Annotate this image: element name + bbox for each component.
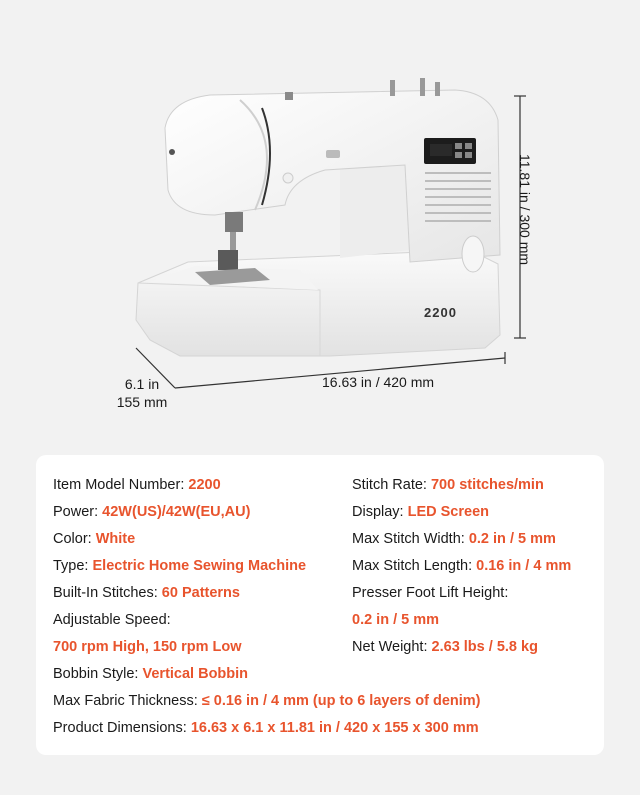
spec-label: Product Dimensions:	[53, 720, 191, 736]
height-dimension: 11.81 in / 300 mm	[517, 154, 533, 266]
spec-label: Stitch Rate:	[352, 477, 431, 493]
spec-label: Presser Foot Lift Height:	[352, 585, 509, 601]
spec-max-stitch-length	[352, 558, 571, 574]
spec-label: Max Stitch Width:	[352, 531, 469, 547]
spec-value: LED Screen	[407, 504, 490, 520]
spec-color	[53, 531, 135, 547]
depth-mm: 155 mm	[116, 394, 168, 410]
spec-label: Item Model Number:	[53, 477, 189, 493]
spec-label: Adjustable Speed:	[53, 612, 171, 628]
spec-value: 700 rpm High, 150 rpm Low	[53, 639, 242, 655]
spec-product-dimensions	[53, 720, 479, 736]
spec-presser-foot-lift-value	[352, 612, 439, 628]
spec-value: Electric Home Sewing Machine	[92, 558, 307, 574]
spec-label: Max Stitch Length:	[352, 558, 477, 574]
spec-value: 16.63 x 6.1 x 11.81 in / 420 x 155 x 300 mm	[190, 720, 479, 736]
spec-model-number	[53, 477, 221, 493]
spec-max-fabric-thickness	[53, 693, 481, 709]
spec-label: Built-In Stitches:	[53, 585, 162, 601]
spec-power	[53, 504, 250, 520]
spec-value: ≤ 0.16 in / 4 mm (up to 6 layers of denim)	[201, 693, 481, 709]
spec-value: 700 stitches/min	[430, 477, 544, 493]
spec-value: 2.63 lbs / 5.8 kg	[431, 639, 538, 655]
spec-label: Display:	[352, 504, 408, 520]
spec-type	[53, 558, 306, 574]
spec-max-stitch-width	[352, 531, 556, 547]
spec-adjustable-speed	[53, 612, 171, 628]
width-dimension: 16.63 in / 420 mm	[322, 374, 435, 390]
depth-inches: 6.1 in	[124, 376, 160, 392]
spec-value: 60 Patterns	[161, 585, 240, 601]
spec-value: 42W(US)/42W(EU,AU)	[102, 504, 251, 520]
spec-bobbin-style	[53, 666, 248, 682]
spec-label: Power:	[53, 504, 103, 520]
spec-label: Type:	[53, 558, 93, 574]
spec-presser-foot-lift	[352, 585, 508, 601]
spec-adjustable-speed-value	[53, 639, 242, 655]
spec-value: White	[95, 531, 136, 547]
spec-stitch-rate	[352, 477, 544, 493]
spec-value: Vertical Bobbin	[142, 666, 249, 682]
spec-built-in-stitches	[53, 585, 240, 601]
spec-label: Color:	[53, 531, 96, 547]
spec-display	[352, 504, 489, 520]
spec-label: Max Fabric Thickness:	[53, 693, 202, 709]
spec-label: Net Weight:	[352, 639, 432, 655]
depth-dimension	[112, 375, 172, 411]
spec-value: 2200	[188, 477, 221, 493]
spec-label: Bobbin Style:	[53, 666, 143, 682]
spec-value: 0.2 in / 5 mm	[352, 612, 440, 628]
spec-net-weight	[352, 639, 538, 655]
specifications-card	[36, 455, 604, 755]
model-badge: 2200	[424, 305, 457, 320]
spec-value: 0.16 in / 4 mm	[476, 558, 572, 574]
spec-value: 0.2 in / 5 mm	[468, 531, 556, 547]
